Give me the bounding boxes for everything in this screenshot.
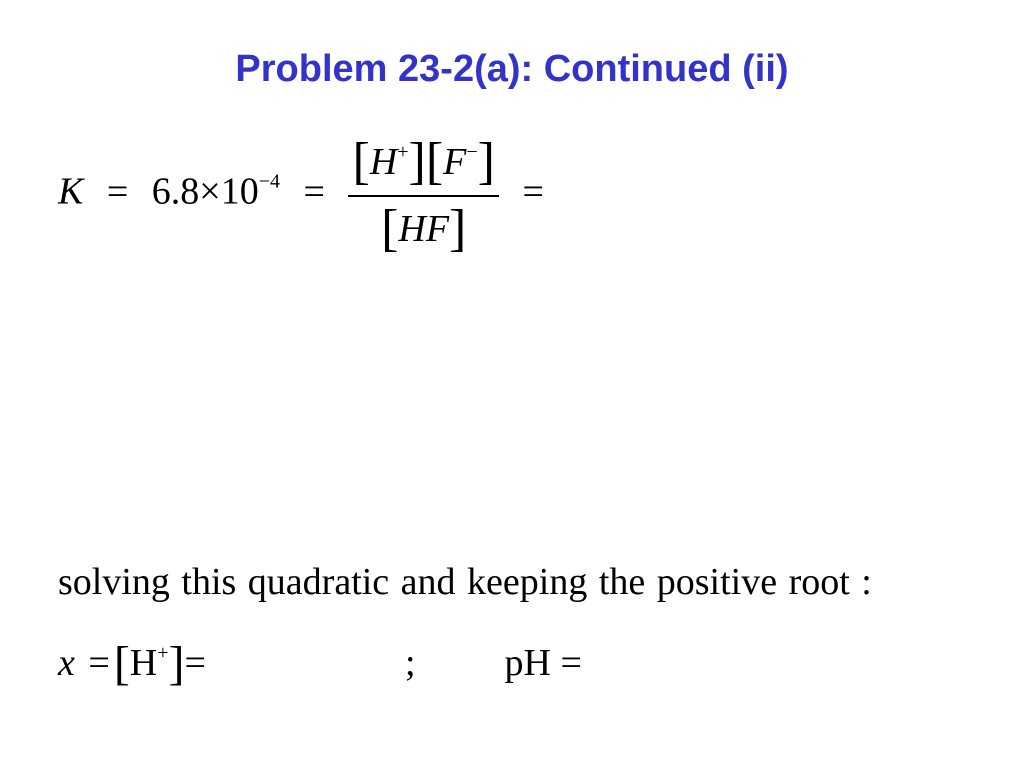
f-ion-symbol: F bbox=[443, 141, 467, 183]
h-ion-symbol: H bbox=[369, 141, 398, 183]
k-base: 10 bbox=[220, 170, 259, 213]
concentration-fraction bbox=[348, 132, 499, 258]
fraction-denominator: [HF] bbox=[381, 200, 467, 257]
k-coefficient: 6.8 bbox=[151, 170, 200, 213]
h-ion-charge: + bbox=[397, 141, 409, 163]
k-symbol: K bbox=[58, 170, 84, 213]
equals-sign: = bbox=[106, 170, 129, 213]
times-sign: × bbox=[199, 170, 221, 213]
slide-title: Problem 23-2(a): Continued (ii) bbox=[235, 48, 789, 90]
fraction-numerator: [H+][F−] bbox=[348, 132, 499, 197]
k-exponent: −4 bbox=[258, 170, 281, 193]
x-equals-sign: = bbox=[88, 642, 110, 684]
h-ion-charge-2: + bbox=[157, 642, 169, 664]
f-ion-charge: − bbox=[466, 141, 478, 163]
ph-equals-sign: = bbox=[560, 642, 582, 684]
trailing-equals-sign: = bbox=[522, 170, 544, 213]
hf-symbol: HF bbox=[398, 208, 450, 250]
ph-label: pH bbox=[504, 642, 551, 684]
instruction-text: solving this quadratic and keeping the positive root : bbox=[58, 561, 872, 603]
equals-sign-2: = bbox=[303, 170, 325, 213]
solution-line: x =[H+]= ; pH = bbox=[58, 637, 582, 690]
h-equals-sign: = bbox=[184, 642, 206, 684]
separator: ; bbox=[404, 642, 416, 684]
equilibrium-equation bbox=[58, 132, 558, 258]
x-variable: x bbox=[58, 642, 75, 684]
h-ion-label: H bbox=[129, 642, 158, 684]
